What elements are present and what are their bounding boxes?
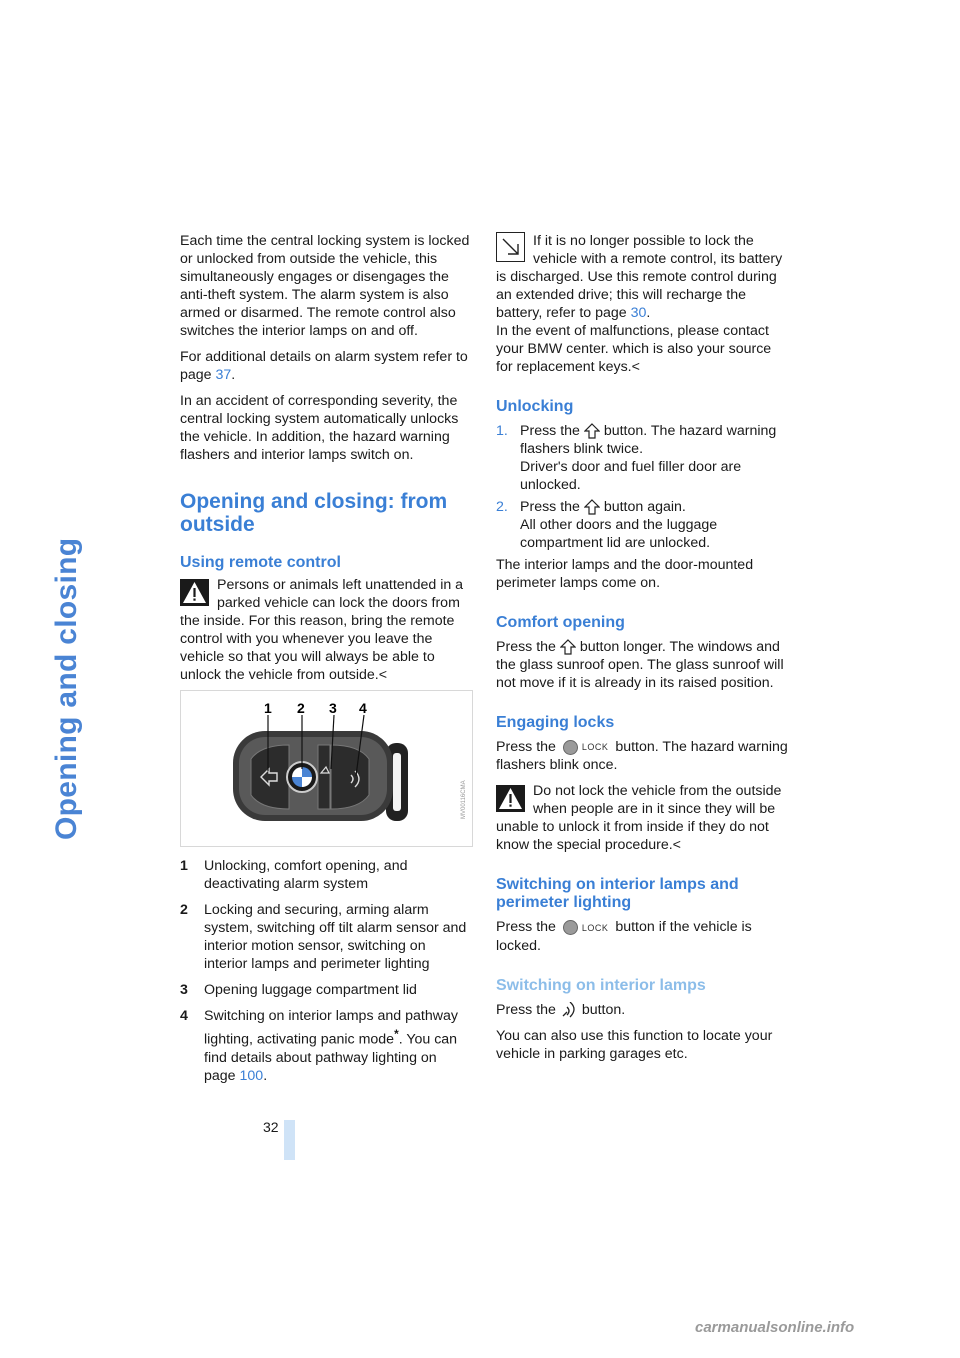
unlock-arrow-icon [584, 499, 600, 515]
section-heading: Opening and closing: from outside [180, 490, 448, 536]
warning-block-1: Persons or animals left unattended in a parked vehicle can lock the doors from the inside. For this reason, bring the remote control with you whenever you leave the vehicle so that you will always be able to unlock the vehicle from outside.< [180, 577, 464, 683]
interior-text-2: You can also use this function to locate your vehicle in parking garages etc. [496, 1027, 773, 1062]
unlock-step: 2. Press the button again. All other doors and the luggage compartment lid are unlocked. [496, 499, 718, 551]
warning-block-2: Do not lock the vehicle from the outside when people are in it since they will be unable to unlock it from inside if they do not know the special procedure.< [496, 783, 782, 854]
list-item: 1 Unlocking, comfort opening, and deactivating alarm system [180, 858, 408, 892]
warning-icon [180, 579, 209, 606]
signal-icon [560, 1002, 578, 1018]
page-link-30[interactable]: 30 [630, 305, 647, 321]
alarm-ref-paragraph: For additional details on alarm system refer to page 37. [180, 349, 468, 383]
remote-control-figure [180, 690, 473, 847]
lock-button-icon: LOCK [563, 919, 609, 937]
warning-icon [496, 785, 525, 812]
figure-label-4: 4 [359, 700, 367, 716]
figure-legend-list [180, 857, 471, 1093]
page-link-100[interactable]: 100 [239, 1067, 264, 1084]
battery-note: If it is no longer possible to lock the vehicle with a remote control, its battery is discharged. Use this remote control during an extended drive; this will recharge the battery, refer to page 30. In the event of malfunctions, please contact your BMW center. which is also your source for replacement keys.< [496, 233, 783, 375]
figure-label-3: 3 [329, 700, 337, 716]
list-item: 3 Opening luggage compartment lid [180, 982, 417, 998]
intro-paragraph: Each time the central locking system is locked or unlocked from outside the vehicle, this simultaneously engages or disengages the anti-theft system. The alarm system is also armed or disarmed. The remote control also switches the interior lamps on and off. [180, 233, 470, 339]
perimeter-text: Press the LOCK button if the vehicle is locked. [496, 919, 752, 954]
right-column [496, 232, 788, 1071]
subheading-engaging: Engaging locks [496, 714, 615, 731]
unlock-arrow-icon [560, 639, 576, 655]
unlock-arrow-icon [584, 423, 600, 439]
section-sidebar-title [8, 232, 83, 842]
footer-watermark: carmanualsonline.info [695, 1319, 855, 1336]
subheading-remote: Using remote control [180, 554, 341, 571]
sidebar-title-text: Opening and closing [50, 537, 83, 840]
left-column [180, 232, 471, 692]
interior-text: Press the button. [496, 1001, 626, 1018]
unlock-after-text: The interior lamps and the door-mounted perimeter lamps come on. [496, 557, 754, 591]
engaging-text: Press the LOCK button. The hazard warning flashers blink once. [496, 739, 788, 774]
page-marker-bar [284, 1120, 295, 1160]
subheading-comfort: Comfort opening [496, 614, 625, 631]
lock-button-icon: LOCK [563, 738, 609, 756]
figure-code: MV00116CMA [461, 780, 467, 819]
list-item: 2 Locking and securing, arming alarm system, switching off tilt alarm sensor and interior motion sensor, switching on interior lamps and perimeter lighting [180, 902, 467, 972]
subheading-unlocking: Unlocking [496, 398, 574, 415]
page-link-37[interactable]: 37 [215, 367, 232, 383]
subheading-interior-perimeter: Switching on interior lamps and perimeter lighting [496, 876, 739, 912]
figure-label-2: 2 [297, 700, 305, 716]
note-arrow-icon [496, 232, 525, 262]
figure-label-1: 1 [264, 700, 272, 716]
accident-paragraph: In an accident of corresponding severity, the central locking system automatically unlocks the vehicle. In addition, the hazard warning flashers and interior lamps switch on. [180, 393, 459, 463]
subheading-interior: Switching on interior lamps [496, 976, 706, 994]
page-number: 32 [263, 1119, 279, 1135]
comfort-text: Press the button longer. The windows and the glass sunroof open. The glass sunroof will not move if it is already in its raised position. [496, 639, 784, 691]
unlock-step: 1. Press the button. The hazard warning flashers blink twice. Driver's door and fuel filler door are unlocked. [496, 423, 777, 493]
list-item: 4 Switching on interior lamps and pathway lighting, activating panic mode*. You can find details about pathway lighting on page 100. [180, 1008, 458, 1084]
remote-key-image [181, 691, 472, 846]
